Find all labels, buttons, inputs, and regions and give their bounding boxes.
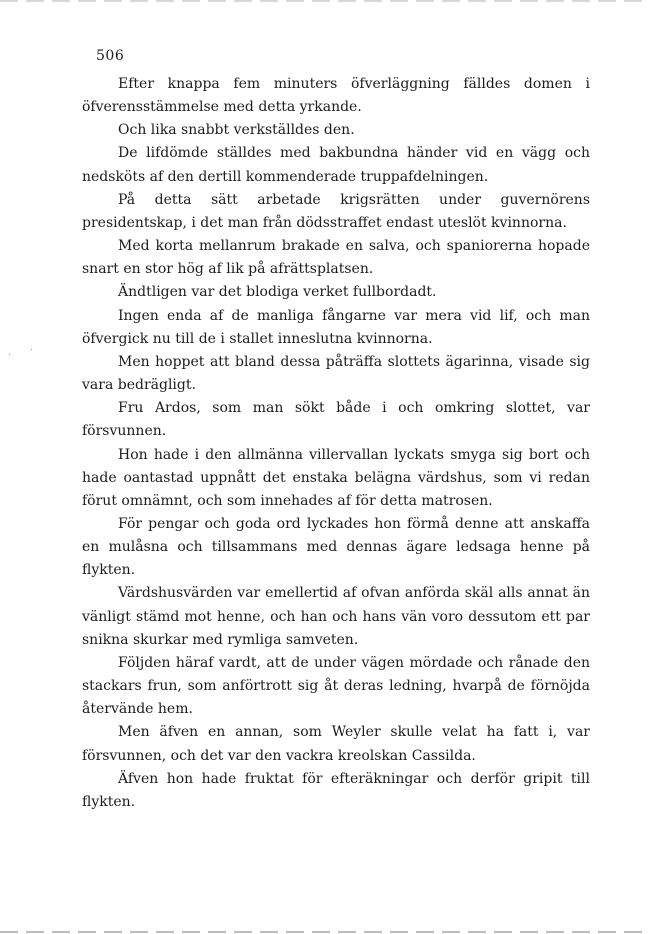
- paragraph: Med korta mellanrum brakade en salva, och spaniorerna hopade snart en stor hög af lik på afrättsplatsen.: [82, 238, 590, 278]
- bottom-dashed-rule: [0, 931, 648, 933]
- page-number: 506: [96, 48, 125, 64]
- paragraph: Men hoppet att bland dessa påträffa slottets ägarinna, visade sig vara bedrägligt.: [82, 353, 590, 394]
- paragraph: På detta sätt arbetade krigsrätten under guvernörens presidentskap, i det man från dödsstraffet endast uteslöt kvinnorna.: [82, 191, 590, 231]
- margin-speck: ·: [8, 350, 12, 361]
- paragraph: Efter knappa fem minuters öfverläggning fälldes domen i öfverensstämmelse med detta yrkande.: [82, 76, 590, 116]
- margin-speck: ·: [30, 345, 34, 356]
- paragraph: Men äfven en annan, som Weyler skulle velat ha fatt i, var försvunnen, och det var den vackra kreolskan Cassilda.: [82, 724, 590, 764]
- paragraph: Värdshusvärden var emellertid af ofvan anförda skäl alls annat än vänligt stämd mot henne, och han och hans vän voro dessutom ett par snikna skurkar med rymliga samveten.: [82, 585, 590, 648]
- paragraph: Och lika snabbt verkställdes den.: [118, 122, 355, 139]
- paragraph: Följden häraf vardt, att de under vägen mördade och rånade den stackars frun, som anförtrott sig åt deras ledning, hvarpå de förnöjda återvände hem.: [82, 654, 590, 718]
- paragraph: Fru Ardos, som man sökt både i och omkring slottet, var försvunnen.: [82, 400, 590, 440]
- paragraph: Äfven hon hade fruktat för efteräkningar och derför gripit till flykten.: [82, 770, 590, 810]
- body-text: [82, 73, 590, 814]
- paragraph: De lifdömde ställdes med bakbundna händer vid en vägg och nedsköts af den dertill kommenderade truppafdelningen.: [82, 145, 590, 185]
- paragraph: Ändtligen var det blodiga verket fullbordadt.: [118, 284, 437, 301]
- paragraph: Hon hade i den allmänna villervallan lyckats smyga sig bort och hade oantastad uppnått det enstaka belägna värdshus, som vi redan förut omnämnt, och som innehades af för detta matrosen.: [82, 446, 590, 509]
- paragraph: Ingen enda af de manliga fångarne var mera vid lif, och man öfvergick nu till de i stallet inneslutna kvinnorna.: [82, 307, 590, 347]
- top-dashed-rule: [0, 0, 648, 2]
- paragraph: För pengar och goda ord lyckades hon förmå denne att anskaffa en mulåsna och tillsammans med dennas ägare ledsaga henne på flykten.: [82, 515, 590, 579]
